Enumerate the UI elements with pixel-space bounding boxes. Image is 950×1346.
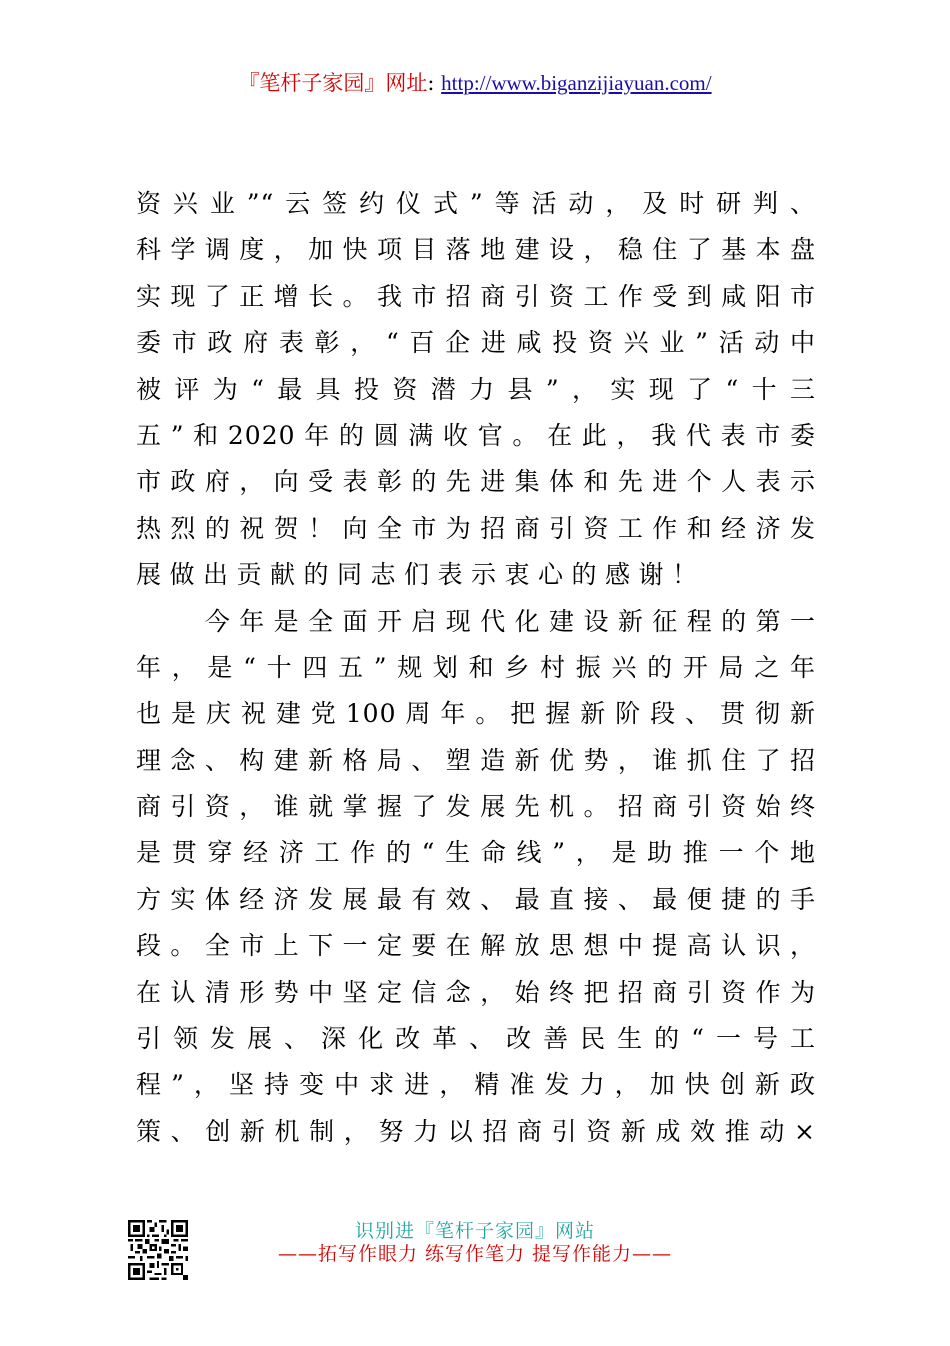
- text-line: 科学调度，加快项目落地建设，稳住了基本盘: [136, 235, 816, 265]
- text-line: 段。全市上下一定要在解放思想中提高认识，: [136, 931, 816, 961]
- paragraph-end-line: 展做出贡献的同志们表示衷心的感谢！: [136, 560, 706, 590]
- site-url-link[interactable]: http://www.biganzijiayuan.com/: [441, 71, 712, 95]
- document-body: [136, 181, 816, 1155]
- text-line: 程”，坚持变中求进，精准发力，加快创新政: [136, 1070, 816, 1100]
- text-line: 也是庆祝建党100周年。把握新阶段、贯彻新: [136, 699, 816, 729]
- footer-slogan-secondary: ——拓写作眼力 练写作笔力 提写作能力——: [277, 1243, 673, 1265]
- text-line: 实现了正增长。我市招商引资工作受到咸阳市: [136, 281, 816, 311]
- text-line: 热烈的祝贺！向全市为招商引资工作和经济发: [136, 513, 816, 543]
- text-line: 五”和2020年的圆满收官。在此，我代表市委: [136, 420, 816, 450]
- footer-slogan-primary: 识别进『笔杆子家园』网站: [354, 1220, 595, 1242]
- text-line: 是贯穿经济工作的“生命线”，是助推一个地: [136, 838, 816, 868]
- text-line: 年，是“十四五”规划和乡村振兴的开局之年: [136, 652, 816, 682]
- text-line: 策、创新机制，努力以招商引资新成效推动×: [136, 1116, 816, 1146]
- text-line: 在认清形势中坚定信念，始终把招商引资作为: [136, 977, 816, 1007]
- text-line: 被评为“最具投资潜力县”，实现了“十三: [136, 374, 816, 404]
- text-line: 方实体经济发展最有效、最直接、最便捷的手: [136, 884, 816, 914]
- paragraph-start-line: 今年是全面开启现代化建设新征程的第一: [136, 606, 816, 636]
- site-header: [0, 68, 950, 98]
- site-brand: 『笔杆子家园』网址: [238, 71, 428, 95]
- text-line: 引领发展、深化改革、改善民生的“一号工: [136, 1024, 816, 1054]
- text-line: 市政府，向受表彰的先进集体和先进个人表示: [136, 467, 816, 497]
- text-line: 商引资，谁就掌握了发展先机。招商引资始终: [136, 792, 816, 822]
- text-line: 理念、构建新格局、塑造新优势，谁抓住了招: [136, 745, 816, 775]
- header-separator: :: [427, 71, 435, 95]
- text-line: 资兴业”“云签约仪式”等活动，及时研判、: [136, 189, 816, 218]
- text-line: 委市政府表彰，“百企进咸投资兴业”活动中: [136, 328, 816, 358]
